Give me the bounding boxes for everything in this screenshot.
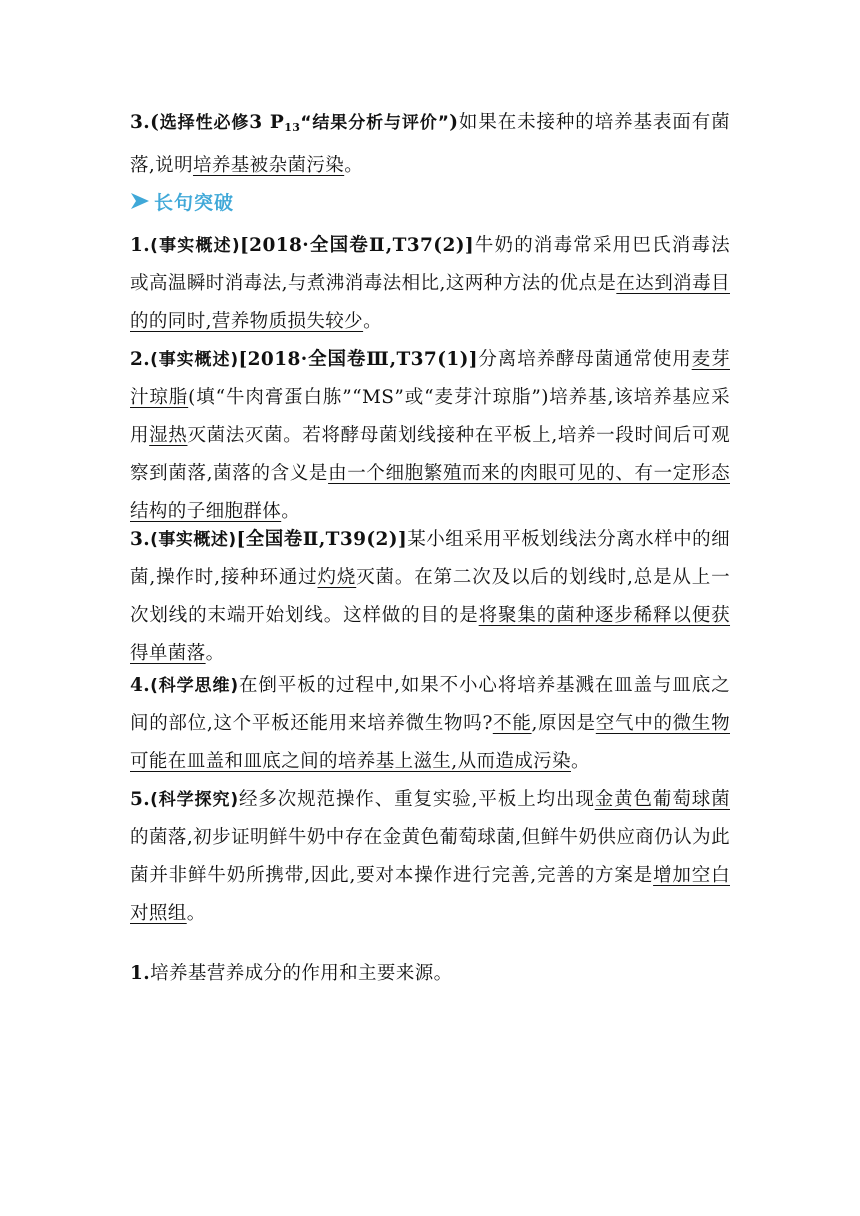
section-title: 长句突破 <box>154 191 235 214</box>
question-1 <box>130 227 730 341</box>
answer-underline: 将聚集的菌种逐步稀释以便获得单菌落 <box>130 605 731 664</box>
item-tag-text: 选择性必修 <box>159 113 250 133</box>
question-number: 2. <box>130 349 151 370</box>
item-text: 培养基营养成分的作用和主要来源。 <box>150 963 453 984</box>
answer-underline: 不能 <box>492 713 532 734</box>
section-heading <box>130 186 234 216</box>
answer-underline: 空气中的微生物可能在皿盖和皿底之间的培养基上滋生,从而造成污染 <box>130 713 730 772</box>
question-number: 4. <box>130 675 151 696</box>
answer-underline: 在达到消毒目的的同时,营养物质损失较少 <box>130 273 730 332</box>
item-text: 如果在未接种的培养基表面有菌落,说明 <box>130 112 731 176</box>
question-2 <box>130 341 730 531</box>
item-end: 。 <box>344 155 364 176</box>
item-tag-sub: 13 <box>284 121 301 134</box>
question-tag: (事实概述) <box>150 530 237 550</box>
question-reference: [全国卷Ⅱ,T39(2)] <box>236 529 408 550</box>
answer-underline: 培养基被杂菌污染 <box>192 155 345 176</box>
arrow-icon <box>130 191 150 211</box>
answer-underline: 灼烧 <box>317 567 357 588</box>
question-text: ,原因是 <box>531 713 596 734</box>
question-text: 牛奶的消毒常采用巴氏消毒法或高温瞬时消毒法,与煮沸消毒法相比,这两种方法的优点是 <box>130 235 730 294</box>
question-reference: [2018·全国卷Ⅲ,T37(1)] <box>238 349 478 370</box>
question-number: 3. <box>130 529 151 550</box>
question-tag: (事实概述) <box>150 236 241 256</box>
question-text: (填“牛肉膏蛋白胨”“MS”或“麦芽汁琼脂”)培养基,该培养基应采用 <box>130 387 731 446</box>
item-tag-quote: “结果分析与评价” <box>300 113 450 133</box>
answer-underline: 湿热 <box>149 425 188 446</box>
answer-underline: 金黄色葡萄球菌 <box>594 789 730 810</box>
question-end: 。 <box>205 643 225 664</box>
item-number: 1. <box>130 963 151 984</box>
question-text: 某小组采用平板划线法分离水样中的细菌,操作时,接种环通过 <box>130 529 730 588</box>
question-reference: [2018·全国卷Ⅱ,T37(2)] <box>240 235 475 256</box>
question-3 <box>130 521 730 673</box>
answer-underline: 由一个细胞繁殖而来的肉眼可见的、有一定形态结构的子细胞群体 <box>130 463 730 522</box>
question-tag: (科学思维) <box>150 676 239 696</box>
item-number: 3. <box>130 112 151 133</box>
item-prev-3 <box>130 104 730 185</box>
question-number: 1. <box>130 235 151 256</box>
item-tag-open: ( <box>150 112 160 133</box>
answer-underline: 增加空白对照组 <box>130 865 730 924</box>
question-end: 。 <box>363 311 382 332</box>
question-end: 。 <box>186 903 206 924</box>
question-text: 的菌落,初步证明鲜牛奶中存在金黄色葡萄球菌,但鲜牛奶供应商仍认为此菌并非鲜牛奶所携带,因此,要对本操作进行完善,完善的方案是 <box>130 827 730 886</box>
item-tag-num: 3 P <box>249 112 285 133</box>
question-text: 灭菌。在第二次及以后的划线时,总是从上一次划线的末端开始划线。这样做的目的是 <box>130 567 730 626</box>
question-text: 分离培养酵母菌通常使用 <box>477 349 692 370</box>
item-tag-close: ) <box>449 112 459 133</box>
question-5 <box>130 781 730 933</box>
question-end: 。 <box>570 751 590 772</box>
answer-underline: 麦芽汁琼脂 <box>130 349 730 408</box>
question-end: 。 <box>281 501 301 522</box>
question-tag: (科学探究) <box>150 790 239 810</box>
question-text: 灭菌法灭菌。若将酵母菌划线接种在平板上,培养一段时间后可观察到菌落,菌落的含义是 <box>130 425 730 484</box>
question-text: 经多次规范操作、重复实验,平板上均出现 <box>238 789 595 810</box>
question-number: 5. <box>130 789 151 810</box>
question-tag: (事实概述) <box>150 350 239 370</box>
question-text: 在倒平板的过程中,如果不小心将培养基溅在皿盖与皿底之间的部位,这个平板还能用来培养微生物吗? <box>130 675 730 734</box>
question-4 <box>130 667 730 781</box>
knowledge-item-1 <box>130 955 730 993</box>
